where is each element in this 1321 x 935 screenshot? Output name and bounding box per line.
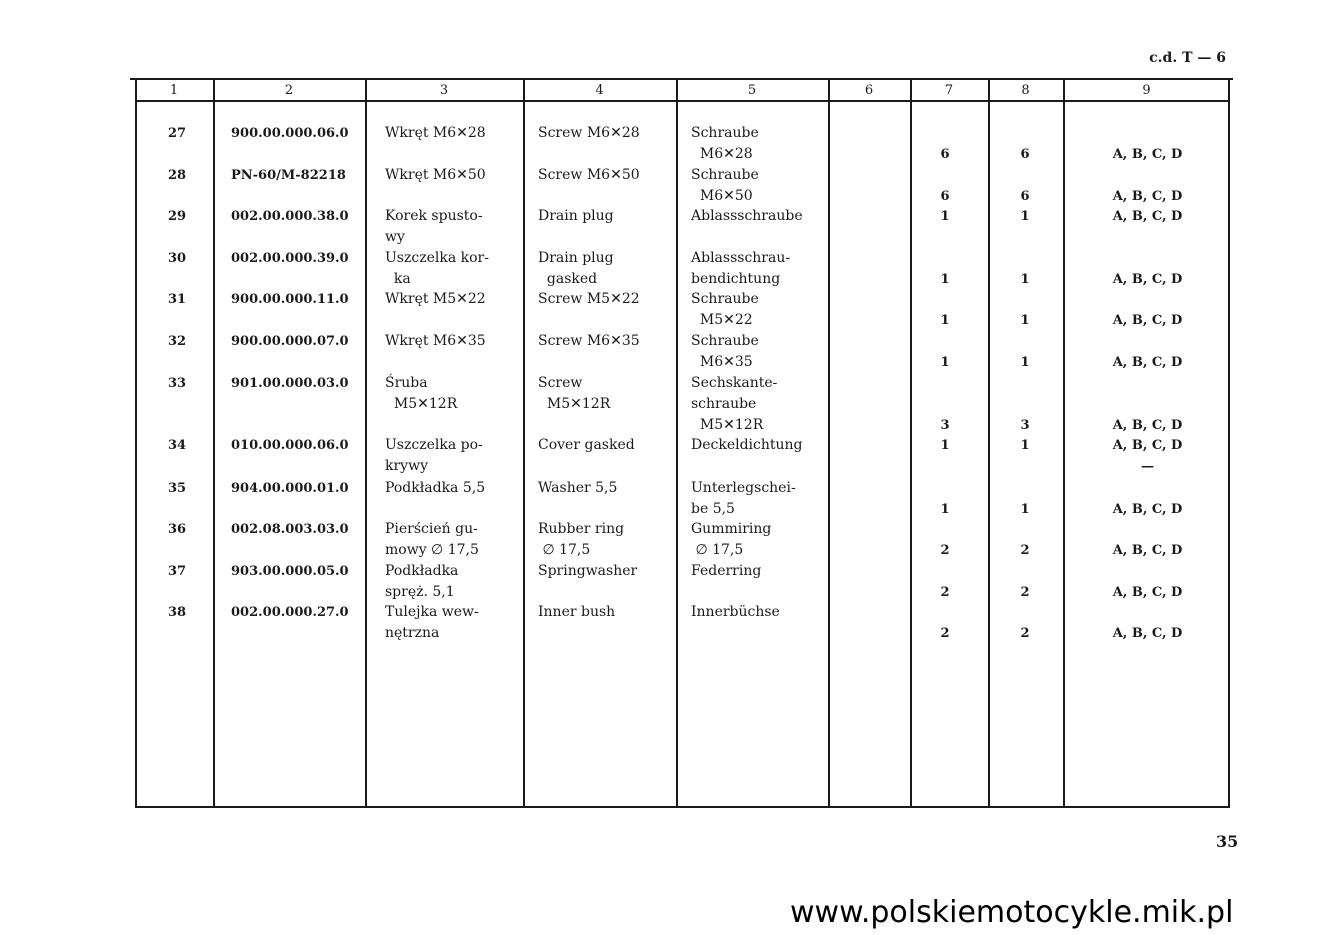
model-codes: A, B, C, D xyxy=(1112,189,1183,204)
english-name: Rubber ring ∅ 17,5 xyxy=(538,521,625,558)
german-name: Unterlegschei- be 5,5 xyxy=(691,480,796,517)
quantity-col7: 3 xyxy=(940,418,950,433)
german-name: Sechskante- schraube M5✕12R xyxy=(691,375,778,433)
english-name: Screw M6✕28 xyxy=(538,125,640,141)
model-codes: A, B, C, D xyxy=(1112,272,1183,287)
polish-name: Wkręt M6✕28 xyxy=(385,125,486,141)
quantity-col8: 1 xyxy=(1020,502,1030,517)
quantity-col7: 1 xyxy=(940,502,950,517)
column-divider xyxy=(523,80,525,808)
quantity-col7: 1 xyxy=(940,313,950,328)
row-number: 35 xyxy=(167,481,187,496)
column-header: 1 xyxy=(169,83,179,98)
row-number: 29 xyxy=(167,209,187,224)
column-header: 6 xyxy=(864,83,874,98)
column-header: 8 xyxy=(1021,83,1030,98)
english-name: Screw M6✕35 xyxy=(538,333,640,349)
english-name: Screw M5✕22 xyxy=(538,291,640,307)
quantity-col7: 1 xyxy=(940,209,950,224)
column-divider xyxy=(988,80,990,808)
model-codes: A, B, C, D xyxy=(1112,543,1183,558)
quantity-col8: 1 xyxy=(1020,209,1030,224)
model-codes: A, B, C, D xyxy=(1112,147,1183,162)
column-divider xyxy=(910,80,912,808)
table-left-rule xyxy=(135,78,137,808)
row-number: 34 xyxy=(167,438,187,453)
polish-name: Śruba M5✕12R xyxy=(385,375,458,412)
german-name: Innerbüchse xyxy=(691,604,780,620)
row-number: 30 xyxy=(167,251,187,266)
english-name: Cover gasked xyxy=(538,437,635,453)
model-codes: A, B, C, D xyxy=(1112,626,1183,641)
polish-name: Wkręt M5✕22 xyxy=(385,291,486,307)
parts-table xyxy=(135,78,1230,808)
part-code: PN-60/M-82218 xyxy=(231,168,346,183)
row-number: 36 xyxy=(167,522,187,537)
column-header: 2 xyxy=(284,83,294,98)
model-codes: A, B, C, D xyxy=(1112,209,1183,224)
page-number: 35 xyxy=(1216,832,1239,851)
column-divider xyxy=(1063,80,1065,808)
german-name: Deckeldichtung xyxy=(691,437,803,453)
german-name: Schraube M5✕22 xyxy=(691,291,759,328)
quantity-col8: 6 xyxy=(1020,147,1030,162)
quantity-col7: 2 xyxy=(940,626,950,641)
english-name: Screw M5✕12R xyxy=(538,375,611,412)
polish-name: Korek spusto- wy xyxy=(385,208,483,245)
column-divider xyxy=(213,80,215,808)
row-number: 28 xyxy=(167,168,187,183)
german-name: Ablassschrau- bendichtung xyxy=(691,250,791,287)
part-code: 900.00.000.11.0 xyxy=(231,292,349,307)
row-number: 38 xyxy=(167,605,187,620)
german-name: Ablassschraube xyxy=(691,208,803,224)
part-code: 904.00.000.01.0 xyxy=(231,481,349,496)
column-header: 5 xyxy=(747,83,757,98)
part-code: 900.00.000.07.0 xyxy=(231,334,349,349)
column-header: 3 xyxy=(439,83,449,98)
english-name: Drain plug xyxy=(538,208,614,224)
part-code: 002.00.000.27.0 xyxy=(231,605,349,620)
quantity-col8: 2 xyxy=(1020,543,1030,558)
row-number: 31 xyxy=(167,292,187,307)
quantity-col8: 3 xyxy=(1020,418,1030,433)
quantity-col8: 1 xyxy=(1020,438,1030,453)
quantity-col7: 1 xyxy=(940,272,950,287)
german-name: Schraube M6✕35 xyxy=(691,333,759,370)
part-code: 903.00.000.05.0 xyxy=(231,564,349,579)
table-top-rule xyxy=(130,78,1233,80)
german-name: Gummiring ∅ 17,5 xyxy=(691,521,772,558)
column-divider xyxy=(676,80,678,808)
part-code: 002.00.000.38.0 xyxy=(231,209,349,224)
table-continuation-label: c.d. T — 6 xyxy=(1149,50,1226,66)
column-divider xyxy=(828,80,830,808)
english-name: Washer 5,5 xyxy=(538,480,618,496)
part-code: 002.08.003.03.0 xyxy=(231,522,349,537)
model-codes: A, B, C, D xyxy=(1112,313,1183,328)
quantity-col8: 6 xyxy=(1020,189,1030,204)
polish-name: Uszczelka po- krywy xyxy=(385,437,483,474)
english-name: Inner bush xyxy=(538,604,616,620)
column-divider xyxy=(365,80,367,808)
quantity-col8: 2 xyxy=(1020,626,1030,641)
polish-name: Wkręt M6✕35 xyxy=(385,333,486,349)
polish-name: Pierścień gu- mowy ∅ 17,5 xyxy=(385,521,479,558)
quantity-col7: 1 xyxy=(940,355,950,370)
row-number: 27 xyxy=(167,126,187,141)
german-name: Schraube M6✕50 xyxy=(691,167,759,204)
polish-name: Wkręt M6✕50 xyxy=(385,167,486,183)
quantity-col7: 6 xyxy=(940,189,950,204)
model-codes: A, B, C, D xyxy=(1112,502,1183,517)
row-number: 32 xyxy=(167,334,187,349)
table-bottom-rule xyxy=(135,806,1230,808)
column-header: 4 xyxy=(595,83,604,98)
website-watermark: www.polskiemotocykle.mik.pl xyxy=(790,895,1234,930)
english-name: Drain plug gasked xyxy=(538,250,614,287)
polish-name: Podkładka 5,5 xyxy=(385,480,486,496)
table-right-rule xyxy=(1228,78,1230,808)
english-name: Screw M6✕50 xyxy=(538,167,640,183)
column-header: 9 xyxy=(1142,83,1151,98)
model-codes: A, B, C, D xyxy=(1112,585,1183,600)
quantity-col7: 6 xyxy=(940,147,950,162)
part-code: 002.00.000.39.0 xyxy=(231,251,349,266)
quantity-col7: 2 xyxy=(940,585,950,600)
quantity-col8: 2 xyxy=(1020,585,1030,600)
model-codes: A, B, C, D — xyxy=(1112,438,1183,474)
column-header: 7 xyxy=(944,83,954,98)
part-code: 900.00.000.06.0 xyxy=(231,126,349,141)
quantity-col8: 1 xyxy=(1020,313,1030,328)
quantity-col7: 2 xyxy=(940,543,950,558)
row-number: 37 xyxy=(167,564,187,579)
english-name: Springwasher xyxy=(538,563,638,579)
german-name: Federring xyxy=(691,563,762,579)
part-code: 901.00.000.03.0 xyxy=(231,376,349,391)
polish-name: Tulejka wew- nętrzna xyxy=(385,604,479,641)
polish-name: Uszczelka kor- ka xyxy=(385,250,489,287)
quantity-col8: 1 xyxy=(1020,355,1030,370)
quantity-col7: 1 xyxy=(940,438,950,453)
part-code: 010.00.000.06.0 xyxy=(231,438,349,453)
german-name: Schraube M6✕28 xyxy=(691,125,759,162)
model-codes: A, B, C, D xyxy=(1112,418,1183,433)
polish-name: Podkładka spręż. 5,1 xyxy=(385,563,459,600)
quantity-col8: 1 xyxy=(1020,272,1030,287)
row-number: 33 xyxy=(167,376,187,391)
model-codes: A, B, C, D xyxy=(1112,355,1183,370)
